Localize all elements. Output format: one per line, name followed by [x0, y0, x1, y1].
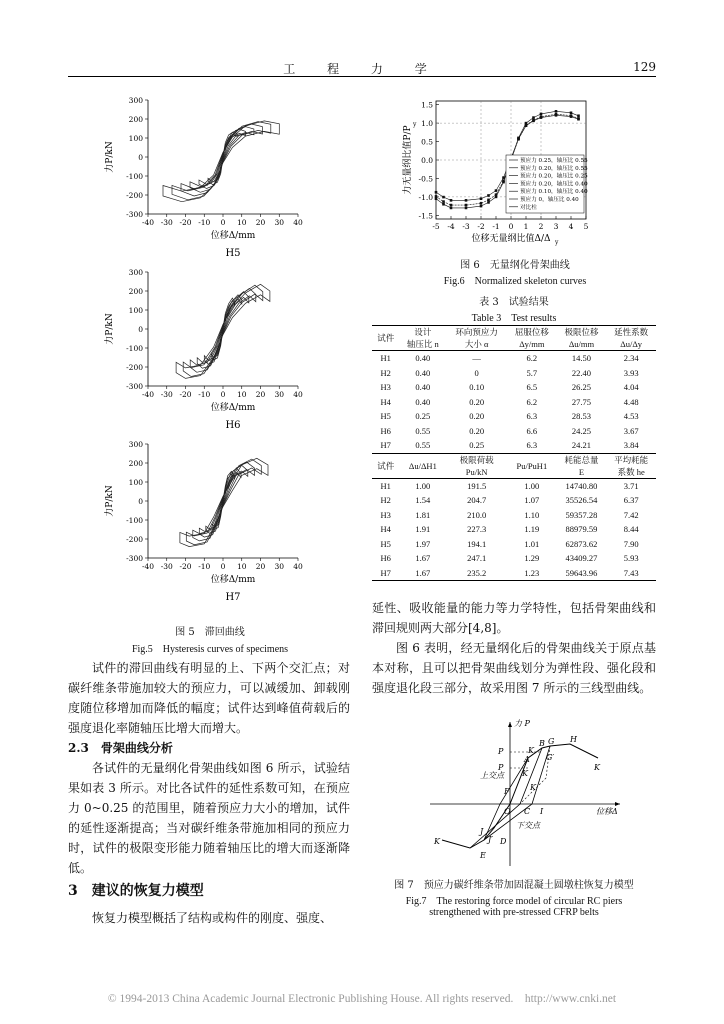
- table3-cell: 1.67: [399, 566, 446, 581]
- fig7-point-o: O: [504, 807, 511, 816]
- table3-cell: 4.48: [623, 396, 639, 407]
- fig7-point-gp: G′: [546, 753, 555, 762]
- x-tick-label: -20: [179, 562, 192, 571]
- table3-cell: 1.54: [415, 495, 431, 506]
- table3-cell: 0.40: [415, 367, 431, 378]
- table3-cell: 1.97: [415, 538, 431, 549]
- table3-cell: H7: [372, 566, 399, 581]
- table3-cell: 0.20: [469, 411, 485, 422]
- table3-cell: 210.0: [467, 509, 487, 520]
- table3-cell: 35526.54: [565, 495, 598, 506]
- fig7-restoring-force-model: [420, 718, 630, 870]
- fig6-legend-label: 对比柱: [520, 204, 537, 211]
- x-tick-label: -30: [160, 218, 173, 227]
- table3-cell: 5.93: [623, 553, 639, 564]
- x-tick-label: 30: [274, 562, 285, 571]
- table3-grid: [372, 325, 656, 581]
- fig7-lower-cross-label: 下交点: [516, 821, 540, 830]
- fig7-py-label: P: [498, 763, 504, 772]
- table3-cell: 191.5: [446, 478, 507, 493]
- y-tick-label: 0: [138, 497, 143, 506]
- left-paragraph-1: 试件的滞回曲线有明显的上、下两个交汇点；对碳纤维条带施加较大的预应力，可以减缓加、卸载刚度随位移增加而降低的幅度；试件达到峰值荷载后的强度退化率随轴压比增大而增大。: [68, 661, 350, 735]
- fig6-y-axis-label: 力无量纲比值P/P: [403, 125, 413, 195]
- fig7-caption-cn: 图 7 预应力碳纤维条带加固混凝土圆墩柱恢复力模型: [394, 880, 634, 891]
- right-paragraph-1: 延性、吸收能量的能力等力学特性，包括骨架曲线和滞回规则两大部分[4,8]。: [372, 601, 656, 635]
- table3-cell: 235.2: [446, 566, 507, 581]
- table3-cell: 0.55: [415, 425, 431, 436]
- table3-cell: 22.40: [571, 367, 592, 378]
- table3-header-cell: 屈服位移 Δy/mm: [507, 326, 557, 351]
- fig7-k3: K: [594, 763, 600, 772]
- table3-cell: 3.93: [623, 367, 639, 378]
- fig7-point-k: K: [434, 837, 440, 846]
- fig7-point-h: H: [570, 735, 577, 744]
- table3-header-cell: Δu/ΔH1: [399, 453, 446, 478]
- table3-cell: H1: [372, 478, 399, 493]
- fig5-panel-h7: [103, 440, 303, 603]
- table3-header-cell: 耗能总量 E: [557, 453, 607, 478]
- y-tick-label: -300: [126, 382, 143, 391]
- fig7-point-b: B: [539, 739, 545, 748]
- fig6-legend-label: 预应力 0.25，轴压比 0.55: [520, 158, 588, 164]
- table3-cell: H2: [380, 367, 391, 378]
- x-tick-label: -40: [141, 562, 155, 571]
- fig6-x-tick-label: 5: [583, 222, 589, 231]
- x-tick-label: 20: [255, 390, 266, 399]
- fig7-point-j: J: [480, 827, 484, 836]
- y-tick-label: -300: [126, 210, 143, 219]
- fig7-axis-delta-label: 位移Δ: [596, 807, 618, 816]
- x-tick-label: -10: [198, 390, 211, 399]
- fig6-y-tick-label: 1.5: [421, 100, 433, 110]
- table3-row: [372, 395, 656, 410]
- table3-cell: 194.1: [467, 538, 487, 549]
- x-tick-label: 40: [293, 218, 303, 227]
- table3-cell: 6.6: [526, 425, 538, 436]
- fig7-upper-cross-label: 上交点: [480, 771, 504, 780]
- table3-header-cell: 极限荷载 Pu/kN: [446, 453, 507, 478]
- fig7-k2: K: [522, 769, 528, 778]
- fig6-y-tick-label: 0.5: [421, 137, 433, 147]
- y-tick-label: 100: [128, 306, 143, 315]
- fig7-x-arrow: [615, 802, 620, 806]
- fig6-x-axis-label-subscript: y: [555, 239, 559, 246]
- section-2-3-heading: 2.3 骨架曲线分析: [68, 741, 173, 755]
- table3-cell: 0.20: [469, 396, 485, 407]
- table3-row: [372, 351, 656, 366]
- table3-cell: 0: [474, 367, 479, 378]
- hysteresis-loop-3: [190, 127, 254, 193]
- table3-cell: 3.84: [623, 440, 639, 451]
- x-tick-label: 30: [274, 390, 285, 399]
- fig6-y-tick-label: -1.0: [418, 192, 433, 202]
- y-tick-label: 300: [128, 268, 143, 277]
- table3-cell: 1.81: [415, 509, 431, 520]
- table3-cell: 28.53: [571, 411, 592, 422]
- x-tick-label: -20: [179, 218, 192, 227]
- table3-header-row: [372, 453, 656, 478]
- x-tick-label: 0: [220, 390, 226, 399]
- fig6-y-tick-label: -1.5: [418, 211, 433, 221]
- table3-cell: H7: [380, 440, 391, 451]
- table3-cell: 1.00: [399, 478, 446, 493]
- fig6-x-tick-label: -5: [432, 222, 440, 231]
- table3-row: [372, 478, 656, 493]
- fig6-legend-label: 预应力 0.20，轴压比 0.55: [520, 165, 588, 172]
- table3-title-en: Table 3 Test results: [471, 313, 557, 324]
- y-tick-label: -200: [126, 363, 143, 372]
- copyright-footer: © 1994-2013 China Academic Journal Electronic Publishing House. All rights reserved. http://www.cnki.net: [107, 993, 617, 1005]
- y-tick-label: 300: [128, 440, 143, 449]
- y-tick-label: 200: [128, 115, 143, 124]
- table3-cell: 43409.27: [565, 553, 598, 564]
- y-tick-label: -100: [126, 344, 143, 353]
- table3-cell: 14740.80: [557, 478, 607, 493]
- table3-cell: 59643.96: [557, 566, 607, 581]
- fig6-x-tick-label: 1: [523, 222, 529, 231]
- fig6-caption-en: Fig.6 Normalized skeleton curves: [443, 276, 587, 287]
- table3-cell: 7.43: [606, 566, 656, 581]
- table3-cell: H5: [380, 538, 391, 549]
- fig7-axis-p-label: 力 P: [514, 719, 530, 728]
- table3-cell: 3.67: [623, 425, 639, 436]
- fig6-x-tick-label: -4: [447, 222, 455, 231]
- y-tick-label: 100: [128, 134, 143, 143]
- y-tick-label: -100: [126, 172, 143, 181]
- x-tick-label: 20: [255, 562, 266, 571]
- table3-cell: 1.19: [524, 524, 540, 535]
- table3-header-cell: 设计 轴压比 n: [399, 326, 446, 351]
- table3-cell: 5.7: [526, 367, 538, 378]
- table3-cell: H4: [380, 396, 391, 407]
- table3-cell: 7.90: [623, 538, 639, 549]
- fig6-x-tick-label: 4: [568, 222, 574, 231]
- panel-label: H6: [225, 420, 241, 431]
- table3-cell: H2: [380, 495, 391, 506]
- table3-cell: H5: [380, 411, 391, 422]
- table3-cell: 0.25: [415, 411, 431, 422]
- table3-cell: 6.2: [507, 351, 557, 366]
- table3-row: [372, 522, 656, 537]
- table3-cell: 7.42: [623, 509, 639, 520]
- table3-header-cell: 环向预应力 大小 α: [446, 326, 507, 351]
- fig5-hysteresis-figure: [100, 92, 320, 624]
- y-axis-label: 力P/kN: [105, 485, 115, 517]
- x-tick-label: 0: [220, 562, 226, 571]
- x-tick-label: 20: [255, 218, 266, 227]
- fig5-caption-en: Fig.5 Hysteresis curves of specimens: [131, 644, 289, 655]
- fig6-legend-label: 预应力 0.20，轴压比 0.40: [520, 181, 588, 188]
- table3-cell: 14.50: [557, 351, 607, 366]
- panel-label: H5: [225, 248, 241, 259]
- x-tick-label: -30: [160, 390, 173, 399]
- table3-cell: 1.00: [507, 478, 557, 493]
- fig6-legend-label: 预应力 0.10，轴压比 0.40: [520, 189, 588, 196]
- table3-cell: H6: [380, 425, 391, 436]
- table3-cell: 59357.28: [565, 509, 598, 520]
- fig6-skeleton-figure: [396, 95, 602, 255]
- x-axis-label: 位移Δ/mm: [210, 231, 256, 241]
- fig7-y-arrow: [508, 722, 512, 727]
- table3-cell: 0.10: [469, 382, 485, 393]
- fig5-caption-cn: 图 5 滞回曲线: [175, 627, 245, 638]
- table3-cell: 0.40: [415, 382, 431, 393]
- fig5-panel-h6: [103, 268, 303, 431]
- table3-cell: 204.7: [467, 495, 487, 506]
- x-tick-label: 30: [274, 218, 285, 227]
- y-tick-label: -200: [126, 191, 143, 200]
- left-paragraph-2: 各试件的无量纲化骨架曲线如图 6 所示，试验结果如表 3 所示。对比各试件的延性系数可知，在预应力 0~0.25 的范围里，随着预应力大小的增加，试件的延性逐渐提高；当对碳纤维条带施加相同的预应力时，试件的极限变形能力随着轴压比的增大而逐渐降低。: [68, 761, 350, 875]
- table3-header-cell: 试件: [372, 326, 399, 351]
- table3-row: [372, 366, 656, 381]
- table3-cell: 24.25: [571, 425, 592, 436]
- fig7-point-d: D: [500, 837, 507, 846]
- fig7-caption-en-1: Fig.7 The restoring force model of circular RC piers: [405, 896, 623, 907]
- y-tick-label: 200: [128, 459, 143, 468]
- table3-cell: 6.3: [526, 411, 538, 422]
- table3-cell: 8.44: [623, 524, 639, 535]
- fig6-legend: [506, 155, 588, 213]
- fig7-caption-en-2: strengthened with pre-stressed CFRP belts: [429, 907, 599, 918]
- fig6-x-tick-label: 2: [538, 222, 544, 231]
- right-paragraph-2: 图 6 表明，经无量纲化后的骨架曲线关于原点基本对称，且可以把骨架曲线划分为弹性段、强化段和强度退化段三部分，故采用图 7 所示的三线型曲线。: [372, 641, 656, 695]
- fig6-x-tick-label: -2: [477, 222, 485, 231]
- table3-row: [372, 424, 656, 439]
- fig6-x-tick-label: 0: [508, 222, 514, 231]
- y-tick-label: 300: [128, 96, 143, 105]
- table3-row: [372, 380, 656, 395]
- table3-cell: 6.2: [526, 396, 538, 407]
- table3-cell: 0.20: [469, 425, 485, 436]
- fig7-point-g: G: [548, 737, 555, 746]
- table3-row: [372, 409, 656, 424]
- table3-cell: 227.3: [467, 524, 487, 535]
- table3-cell: 2.34: [606, 351, 656, 366]
- table3-cell: 1.10: [524, 509, 540, 520]
- fig6-legend-label: 预应力 0，轴压比 0.40: [520, 197, 579, 203]
- fig6-x-tick-label: 3: [553, 222, 559, 231]
- x-tick-label: -40: [141, 218, 155, 227]
- x-axis-label: 位移Δ/mm: [210, 403, 256, 413]
- table3-cell: 1.91: [415, 524, 431, 535]
- fig7-k1: K: [528, 746, 534, 755]
- table3-row: [372, 493, 656, 508]
- table3-cell: 88979.59: [565, 524, 598, 535]
- x-tick-label: 40: [293, 390, 303, 399]
- table3-cell: 6.5: [526, 382, 538, 393]
- fig6-y-tick-label: -0.5: [418, 174, 433, 184]
- fig7-point-f: F: [504, 787, 510, 796]
- fig7-pm-label: P: [498, 747, 504, 756]
- table3-cell: 24.21: [571, 440, 592, 451]
- table3-header-cell: 平均耗能 系数 he: [606, 453, 656, 478]
- table3-cell: —: [446, 351, 507, 366]
- y-axis-label: 力P/kN: [105, 141, 115, 173]
- table3-row: [372, 551, 656, 566]
- fig6-x-axis-label: 位移无量纲比值Δ/Δ: [471, 234, 551, 244]
- table3-header-cell: 试件: [372, 453, 399, 478]
- fig7-ku: K: [530, 783, 536, 792]
- table3-cell: 1.29: [524, 553, 540, 564]
- table3-cell: 0.40: [399, 351, 446, 366]
- y-tick-label: -200: [126, 535, 143, 544]
- page-number: 129: [633, 60, 656, 74]
- left-paragraph-3: 恢复力模型概括了结构或构件的刚度、强度、: [92, 911, 333, 925]
- y-tick-label: -300: [126, 554, 143, 563]
- hysteresis-loop-2: [206, 468, 241, 533]
- table3-row: [372, 566, 656, 581]
- fig6-legend-label: 预应力 0.20，轴压比 0.25: [520, 173, 588, 180]
- table3-cell: H3: [380, 509, 391, 520]
- fig6-y-tick-label: 1.0: [421, 119, 433, 129]
- table3-row: [372, 508, 656, 523]
- fig6-caption-cn: 图 6 无量纲化骨架曲线: [460, 260, 570, 271]
- table3-row: [372, 537, 656, 552]
- hysteresis-loop-2: [199, 129, 246, 188]
- y-tick-label: 200: [128, 287, 143, 296]
- table3-cell: 26.25: [571, 382, 592, 393]
- table3-cell: 1.01: [524, 538, 540, 549]
- fig7-point-a: A: [524, 755, 530, 764]
- fig6-point: [502, 179, 505, 182]
- journal-title: 工 程 力 学: [283, 62, 441, 76]
- x-tick-label: -40: [141, 390, 155, 399]
- table3-cell: 4.04: [623, 382, 639, 393]
- table3-cell: 6.3: [526, 440, 538, 451]
- x-tick-label: 10: [236, 390, 247, 399]
- y-axis-label: 力P/kN: [105, 313, 115, 345]
- x-axis-label: 位移Δ/mm: [210, 575, 256, 585]
- x-tick-label: 0: [220, 218, 226, 227]
- fig7-point-c: C: [524, 807, 531, 816]
- table3-cell: 0.55: [415, 440, 431, 451]
- section-3-heading: 3 建议的恢复力模型: [68, 883, 204, 899]
- fig6-x-tick-label: -1: [492, 222, 500, 231]
- y-tick-label: 0: [138, 325, 143, 334]
- fig7-point-jp: J′: [488, 835, 494, 844]
- table3-cell: H4: [380, 524, 391, 535]
- table3-header-cell: 极限位移 Δu/mm: [557, 326, 607, 351]
- table3-cell: 1.23: [507, 566, 557, 581]
- x-tick-label: -10: [198, 562, 211, 571]
- y-tick-label: -100: [126, 516, 143, 525]
- table3-cell: 1.67: [415, 553, 431, 564]
- table3-cell: 4.53: [623, 411, 639, 422]
- fig6-y-axis-label-subscript: y: [413, 121, 417, 128]
- y-tick-label: 100: [128, 478, 143, 487]
- table3-header-cell: 延性系数 Δu/Δy: [606, 326, 656, 351]
- fig6-point: [577, 118, 580, 121]
- table3-cell: H1: [372, 351, 399, 366]
- fig5-panel-h5: [103, 96, 303, 259]
- table3-cell: 62873.62: [565, 538, 598, 549]
- x-tick-label: -20: [179, 390, 192, 399]
- table3-header-cell: Pu/PuH1: [507, 453, 557, 478]
- fig7-point-i: I: [540, 807, 544, 816]
- table3-title-cn: 表 3 试验结果: [479, 297, 549, 308]
- table3-cell: 3.71: [606, 478, 656, 493]
- table3-row: [372, 438, 656, 453]
- fig6-x-tick-label: -3: [462, 222, 470, 231]
- table3-cell: 0.25: [469, 440, 485, 451]
- x-tick-label: 40: [293, 562, 303, 571]
- fig6-y-tick-label: 0.0: [421, 156, 433, 165]
- table3: [372, 325, 656, 581]
- table3-cell: 6.37: [623, 495, 639, 506]
- x-tick-label: 10: [236, 562, 247, 571]
- table3-cell: 247.1: [467, 553, 487, 564]
- fig7-point-e: E: [480, 851, 486, 860]
- table3-cell: 27.75: [571, 396, 592, 407]
- table3-cell: 0.40: [415, 396, 431, 407]
- panel-label: H7: [225, 592, 241, 603]
- x-tick-label: -10: [198, 218, 211, 227]
- x-tick-label: 10: [236, 218, 247, 227]
- table3-header-row: [372, 326, 656, 351]
- table3-cell: H3: [380, 382, 391, 393]
- y-tick-label: 0: [138, 153, 143, 162]
- header-rule: [68, 76, 656, 77]
- x-tick-label: -30: [160, 562, 173, 571]
- table3-cell: H6: [380, 553, 391, 564]
- table3-cell: 1.07: [524, 495, 540, 506]
